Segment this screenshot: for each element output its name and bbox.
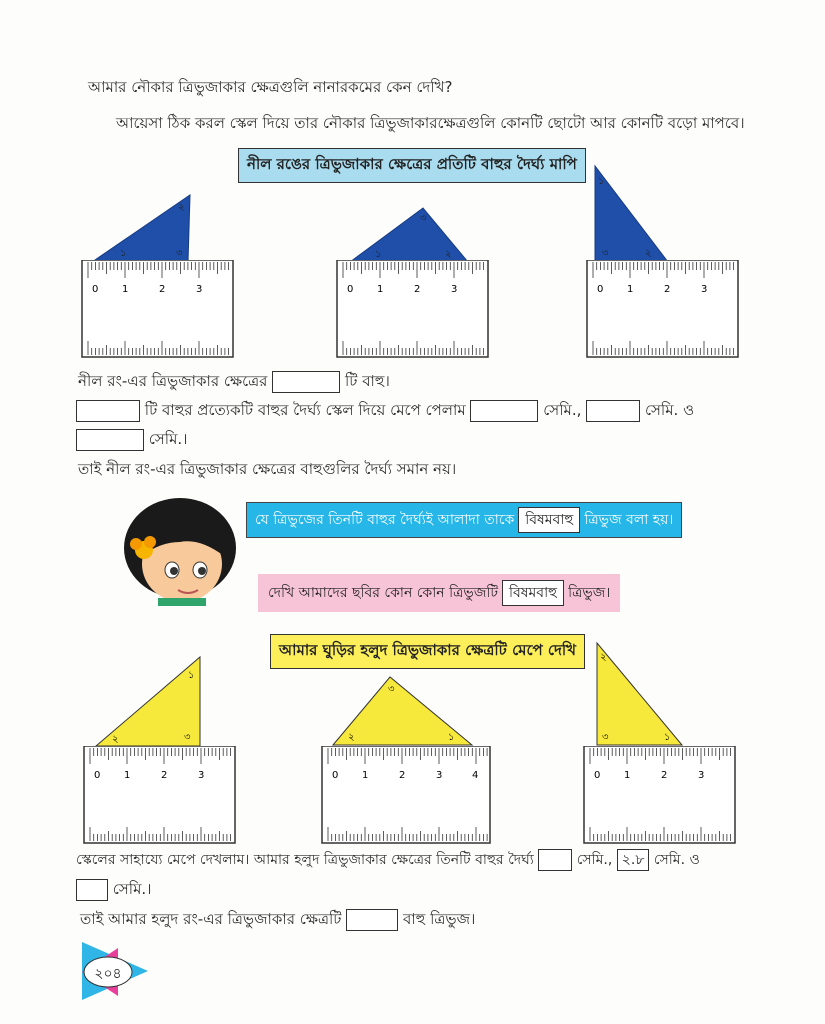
ruler-3: [585, 260, 740, 360]
svg-text:3: 3: [451, 284, 458, 295]
svg-text:৩: ৩: [602, 732, 609, 743]
highlighted-term: বিষমবাহু: [518, 507, 580, 533]
svg-text:১: ১: [448, 732, 455, 743]
ruler-4: [82, 746, 237, 846]
svg-text:২: ২: [600, 652, 607, 663]
definition-callout: যে ত্রিভুজের তিনটি বাহুর দৈর্ঘ্যই আলাদা তাকে বিষমবাহু ত্রিভুজ বলা হয়।: [246, 502, 682, 538]
yellow-section-heading: আমার ঘুড়ির হলুদ ত্রিভুজাকার ক্ষেত্রটি মেপে দেখি: [270, 634, 585, 669]
answer-box[interactable]: [470, 400, 538, 422]
vertex-label: ১: [598, 176, 605, 187]
svg-text:1: 1: [377, 284, 384, 295]
yellow-sentence-2: সেমি.।: [76, 878, 152, 903]
yellow-conclusion: তাই আমার হলুদ রং-এর ত্রিভুজাকার ক্ষেত্রটি বাহু ত্রিভুজ।: [80, 908, 475, 933]
svg-text:4: 4: [472, 770, 479, 781]
blue-triangle-3: [590, 162, 675, 265]
svg-text:২: ২: [348, 732, 355, 743]
vertex-label: ১: [375, 249, 382, 260]
svg-text:0: 0: [332, 770, 339, 781]
answer-box[interactable]: [586, 400, 640, 422]
answer-box[interactable]: [538, 849, 572, 871]
blue-conclusion: তাই নীল রং-এর ত্রিভুজাকার ক্ষেত্রের বাহুগুলির দৈর্ঘ্য সমান নয়।: [78, 460, 457, 478]
svg-text:2: 2: [161, 770, 168, 781]
girl-illustration: [120, 498, 240, 606]
svg-text:3: 3: [436, 770, 443, 781]
yellow-triangle-1: [92, 654, 207, 748]
page-number-badge: [78, 938, 152, 1004]
svg-text:2: 2: [661, 770, 668, 781]
question-callout: দেখি আমাদের ছবির কোন কোন ত্রিভুজটি বিষমবাহু ত্রিভুজ।: [258, 574, 620, 612]
svg-text:১: ১: [664, 732, 671, 743]
svg-text:3: 3: [701, 284, 708, 295]
blue-sentence-2: টি বাহুর প্রত্যেকটি বাহুর দৈর্ঘ্য স্কেল দিয়ে মেপে পেলাম সেমি., সেমি. ও: [76, 399, 694, 424]
svg-text:1: 1: [624, 770, 631, 781]
answer-box[interactable]: [346, 909, 398, 931]
blue-sentence-3: সেমি.।: [76, 428, 188, 453]
svg-text:0: 0: [597, 284, 604, 295]
answer-box[interactable]: [76, 400, 140, 422]
ruler-5: [320, 746, 492, 846]
svg-text:0: 0: [594, 770, 601, 781]
answer-box[interactable]: [76, 879, 108, 901]
svg-text:2: 2: [159, 284, 166, 295]
svg-text:2: 2: [399, 770, 406, 781]
svg-text:1: 1: [122, 284, 129, 295]
answer-box[interactable]: [76, 429, 144, 451]
svg-text:0: 0: [92, 284, 99, 295]
svg-text:2: 2: [664, 284, 671, 295]
svg-text:1: 1: [124, 770, 131, 781]
yellow-sentence-1: স্কেলের সাহায্যে মেপে দেখলাম। আমার হলুদ ত্রিভুজাকার ক্ষেত্রের তিনটি বাহুর দৈর্ঘ্য সেমি., ২.৮ সেমি. ও: [76, 848, 700, 872]
vertex-label: ১: [120, 248, 127, 259]
intro-line-1: আমার নৌকার ত্রিভুজাকার ক্ষেত্রগুলি নানারকমের কেন দেখি?: [88, 78, 453, 96]
svg-text:৩: ৩: [388, 684, 395, 695]
svg-text:2: 2: [414, 284, 421, 295]
svg-text:0: 0: [94, 770, 101, 781]
ruler-1: [80, 260, 235, 360]
vertex-label: ৩: [176, 248, 183, 259]
svg-text:৩: ৩: [184, 732, 191, 743]
ruler-2: [335, 260, 490, 360]
yellow-triangle-2: [330, 674, 475, 748]
svg-text:২: ২: [112, 734, 119, 745]
svg-text:3: 3: [698, 770, 705, 781]
svg-text:3: 3: [196, 284, 203, 295]
blue-triangle-1: [90, 190, 200, 265]
ruler-6: [582, 746, 737, 846]
svg-text:0: 0: [347, 284, 354, 295]
blue-triangle-2: [345, 205, 475, 265]
blue-sentence-1: নীল রং-এর ত্রিভুজাকার ক্ষেত্রের টি বাহু।: [78, 370, 390, 395]
svg-text:3: 3: [198, 770, 205, 781]
yellow-triangle-3: [594, 640, 686, 748]
answer-box[interactable]: [272, 371, 340, 393]
intro-line-2: আয়েসা ঠিক করল স্কেল দিয়ে তার নৌকার ত্রিভুজাকারক্ষেত্রগুলি কোনটি ছোটো আর কোনটি বড়ো মাপবে।: [116, 114, 745, 132]
svg-text:1: 1: [627, 284, 634, 295]
svg-text:1: 1: [362, 770, 369, 781]
svg-text:১: ১: [188, 670, 195, 681]
measured-value-box: ২.৮: [617, 849, 650, 871]
vertex-label: ২: [178, 202, 185, 213]
vertex-label: ৩: [602, 248, 609, 259]
page-number: ২০৪: [94, 966, 122, 982]
vertex-label: ২: [445, 249, 452, 260]
vertex-label: ২: [645, 248, 652, 259]
highlighted-term: বিষমবাহু: [502, 580, 564, 606]
vertex-label: ৩: [420, 213, 427, 224]
blue-section-heading: নীল রঙের ত্রিভুজাকার ক্ষেত্রের প্রতিটি বাহুর দৈর্ঘ্য মাপি: [238, 148, 586, 183]
